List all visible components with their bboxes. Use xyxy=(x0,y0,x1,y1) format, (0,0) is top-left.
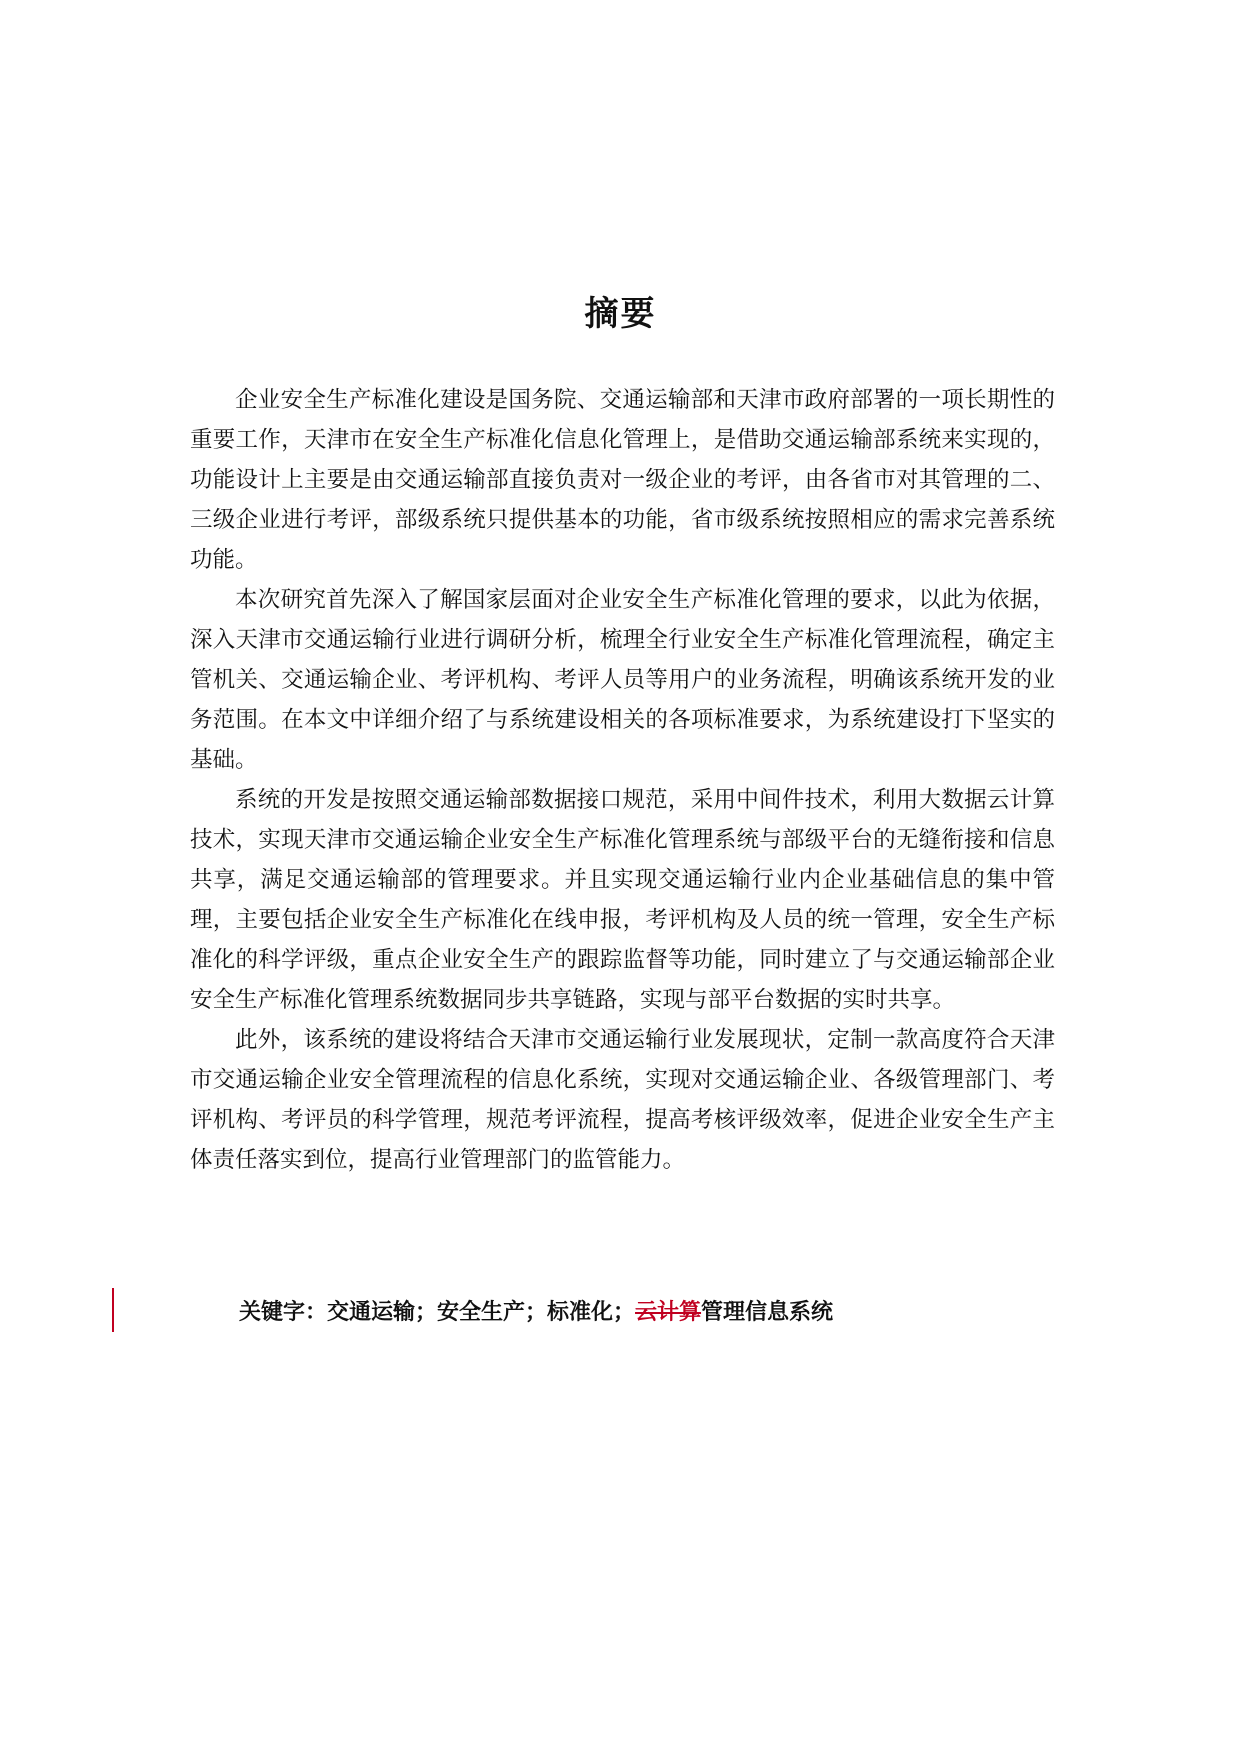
abstract-paragraph-4: 此外，该系统的建设将结合天津市交通运输行业发展现状，定制一款高度符合天津市交通运输企业安全管理流程的信息化系统，实现对交通运输企业、各级管理部门、考评机构、考评员的科学管理，规范考评流程，提高考核评级效率，促进企业安全生产主体责任落实到位，提高行业管理部门的监管能力。 xyxy=(190,1027,1055,1173)
abstract-paragraph-1: 企业安全生产标准化建设是国务院、交通运输部和天津市政府部署的一项长期性的重要工作，天津市在安全生产标准化信息化管理上，是借助交通运输部系统来实现的，功能设计上主要是由交通运输部直接负责对一级企业的考评，由各省市对其管理的二、三级企业进行考评，部级系统只提供基本的功能，省市级系统按照相应的需求完善系统功能。 xyxy=(190,387,1055,573)
keywords-label: 关键字： xyxy=(239,1300,328,1325)
keywords-list: 交通运输；安全生产；标准化； xyxy=(327,1300,636,1325)
revision-change-bar xyxy=(112,1288,114,1332)
deleted-keyword: 云计算 xyxy=(635,1300,702,1325)
abstract-paragraph-2: 本次研究首先深入了解国家层面对企业安全生产标准化管理的要求，以此为依据，深入天津市交通运输行业进行调研分析，梳理全行业安全生产标准化管理流程，确定主管机关、交通运输企业、考评机构、考评人员等用户的业务流程，明确该系统开发的业务范围。在本文中详细介绍了与系统建设相关的各项标准要求，为系统建设打下坚实的基础。 xyxy=(190,587,1055,773)
abstract-title: 摘要 xyxy=(584,294,657,334)
abstract-paragraph-3: 系统的开发是按照交通运输部数据接口规范，采用中间件技术，利用大数据云计算技术，实现天津市交通运输企业安全生产标准化管理系统与部级平台的无缝衔接和信息共享，满足交通运输部的管理要求。并且实现交通运输行业内企业基础信息的集中管理，主要包括企业安全生产标准化在线申报，考评机构及人员的统一管理，安全生产标准化的科学评级，重点企业安全生产的跟踪监督等功能，同时建立了与交通运输部企业安全生产标准化管理系统数据同步共享链路，实现与部平台数据的实时共享。 xyxy=(190,787,1055,1013)
keyword-last: 管理信息系统 xyxy=(701,1300,834,1325)
abstract-body xyxy=(190,380,1055,1180)
keywords-line xyxy=(239,1298,833,1328)
